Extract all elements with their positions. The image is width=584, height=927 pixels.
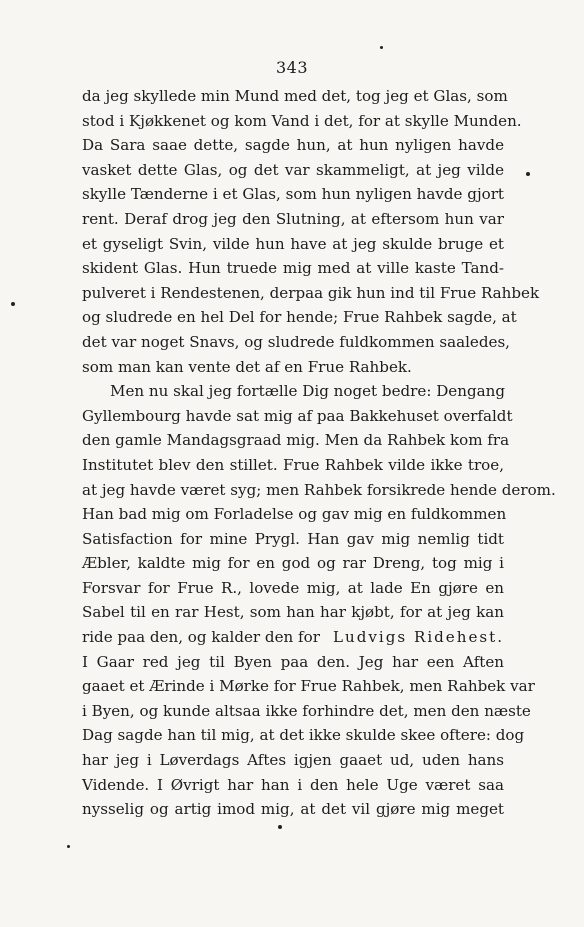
text-line: Æbler, kaldte mig for en god og rar Dreng, tog mig i (82, 554, 504, 573)
ink-speck (11, 302, 15, 306)
text-line: at jeg havde været syg; men Rahbek forsikrede hende derom. (82, 480, 556, 499)
text-line: pulveret i Rendestenen, derpaa gik hun ind til Frue Rahbek (82, 283, 540, 302)
text-line: da jeg skyllede min Mund med det, tog jeg et Glas, som (82, 87, 508, 105)
text-line: vasket dette Glas, og det var skammeligt, at jeg vilde (82, 160, 504, 179)
ink-speck (278, 825, 282, 829)
text-line: et gyseligt Svin, vilde hun have at jeg skulde bruge et (82, 234, 504, 253)
ink-speck (526, 172, 530, 176)
text-line: skylle Tænderne i et Glas, som hun nyligen havde gjort (82, 185, 504, 204)
text-line: og sludrede en hel Del for hende; Frue Rahbek sagde, at (82, 308, 517, 327)
text-line: det var noget Snavs, og sludrede fuldkommen saaledes, (82, 332, 510, 351)
text-line: rent. Deraf drog jeg den Slutning, at eftersom hun var (82, 209, 504, 228)
text-line: Vidende. I Øvrigt har han i den hele Uge været saa (82, 775, 504, 794)
emphasized-text: Ludvigs Ridehest. (332, 628, 504, 647)
text-line: Dag sagde han til mig, at det ikke skulde skee oftere: dog (82, 726, 525, 745)
text-line: som man kan vente det af en Frue Rahbek. (82, 357, 412, 376)
text-line (82, 625, 504, 650)
ink-speck (380, 46, 383, 49)
page-number: 343 (275, 58, 309, 77)
text-line: Men nu skal jeg fortælle Dig noget bedre: Dengang (110, 382, 506, 401)
body-text (82, 84, 556, 822)
text-line: i Byen, og kunde altsaa ikke forhindre det, men den næste (82, 701, 531, 720)
text-line: Forsvar for Frue R., lovede mig, at lade En gjøre en (82, 578, 504, 597)
text-line: Han bad mig om Forladelse og gav mig en fuldkommen (82, 505, 507, 524)
line-text: ride paa den, og kalder den for (82, 628, 320, 647)
text-line: Institutet blev den stillet. Frue Rahbek vilde ikke troe, (82, 455, 504, 474)
text-line: Gyllembourg havde sat mig af paa Bakkehuset overfaldt (82, 406, 513, 425)
text-line: stod i Kjøkkenet og kom Vand i det, for at skylle Munden. (82, 111, 522, 130)
text-line: skident Glas. Hun truede mig med at ville kaste Tand- (82, 259, 504, 278)
text-line: Da Sara saae dette, sagde hun, at hun nyligen havde (82, 136, 504, 155)
text-line: har jeg i Løverdags Aftes igjen gaaet ud, uden hans (82, 751, 504, 770)
text-line: I Gaar red jeg til Byen paa den. Jeg har een Aften (82, 652, 504, 671)
text-line: Satisfaction for mine Prygl. Han gav mig nemlig tidt (82, 529, 504, 548)
text-line: Sabel til en rar Hest, som han har kjøbt, for at jeg kan (82, 603, 504, 622)
text-line: den gamle Mandagsgraad mig. Men da Rahbek kom fra (82, 431, 510, 450)
ink-speck (67, 845, 70, 848)
text-line: nysselig og artig imod mig, at det vil gjøre mig meget (82, 800, 504, 819)
text-line: gaaet et Ærinde i Mørke for Frue Rahbek, men Rahbek var (82, 677, 535, 696)
